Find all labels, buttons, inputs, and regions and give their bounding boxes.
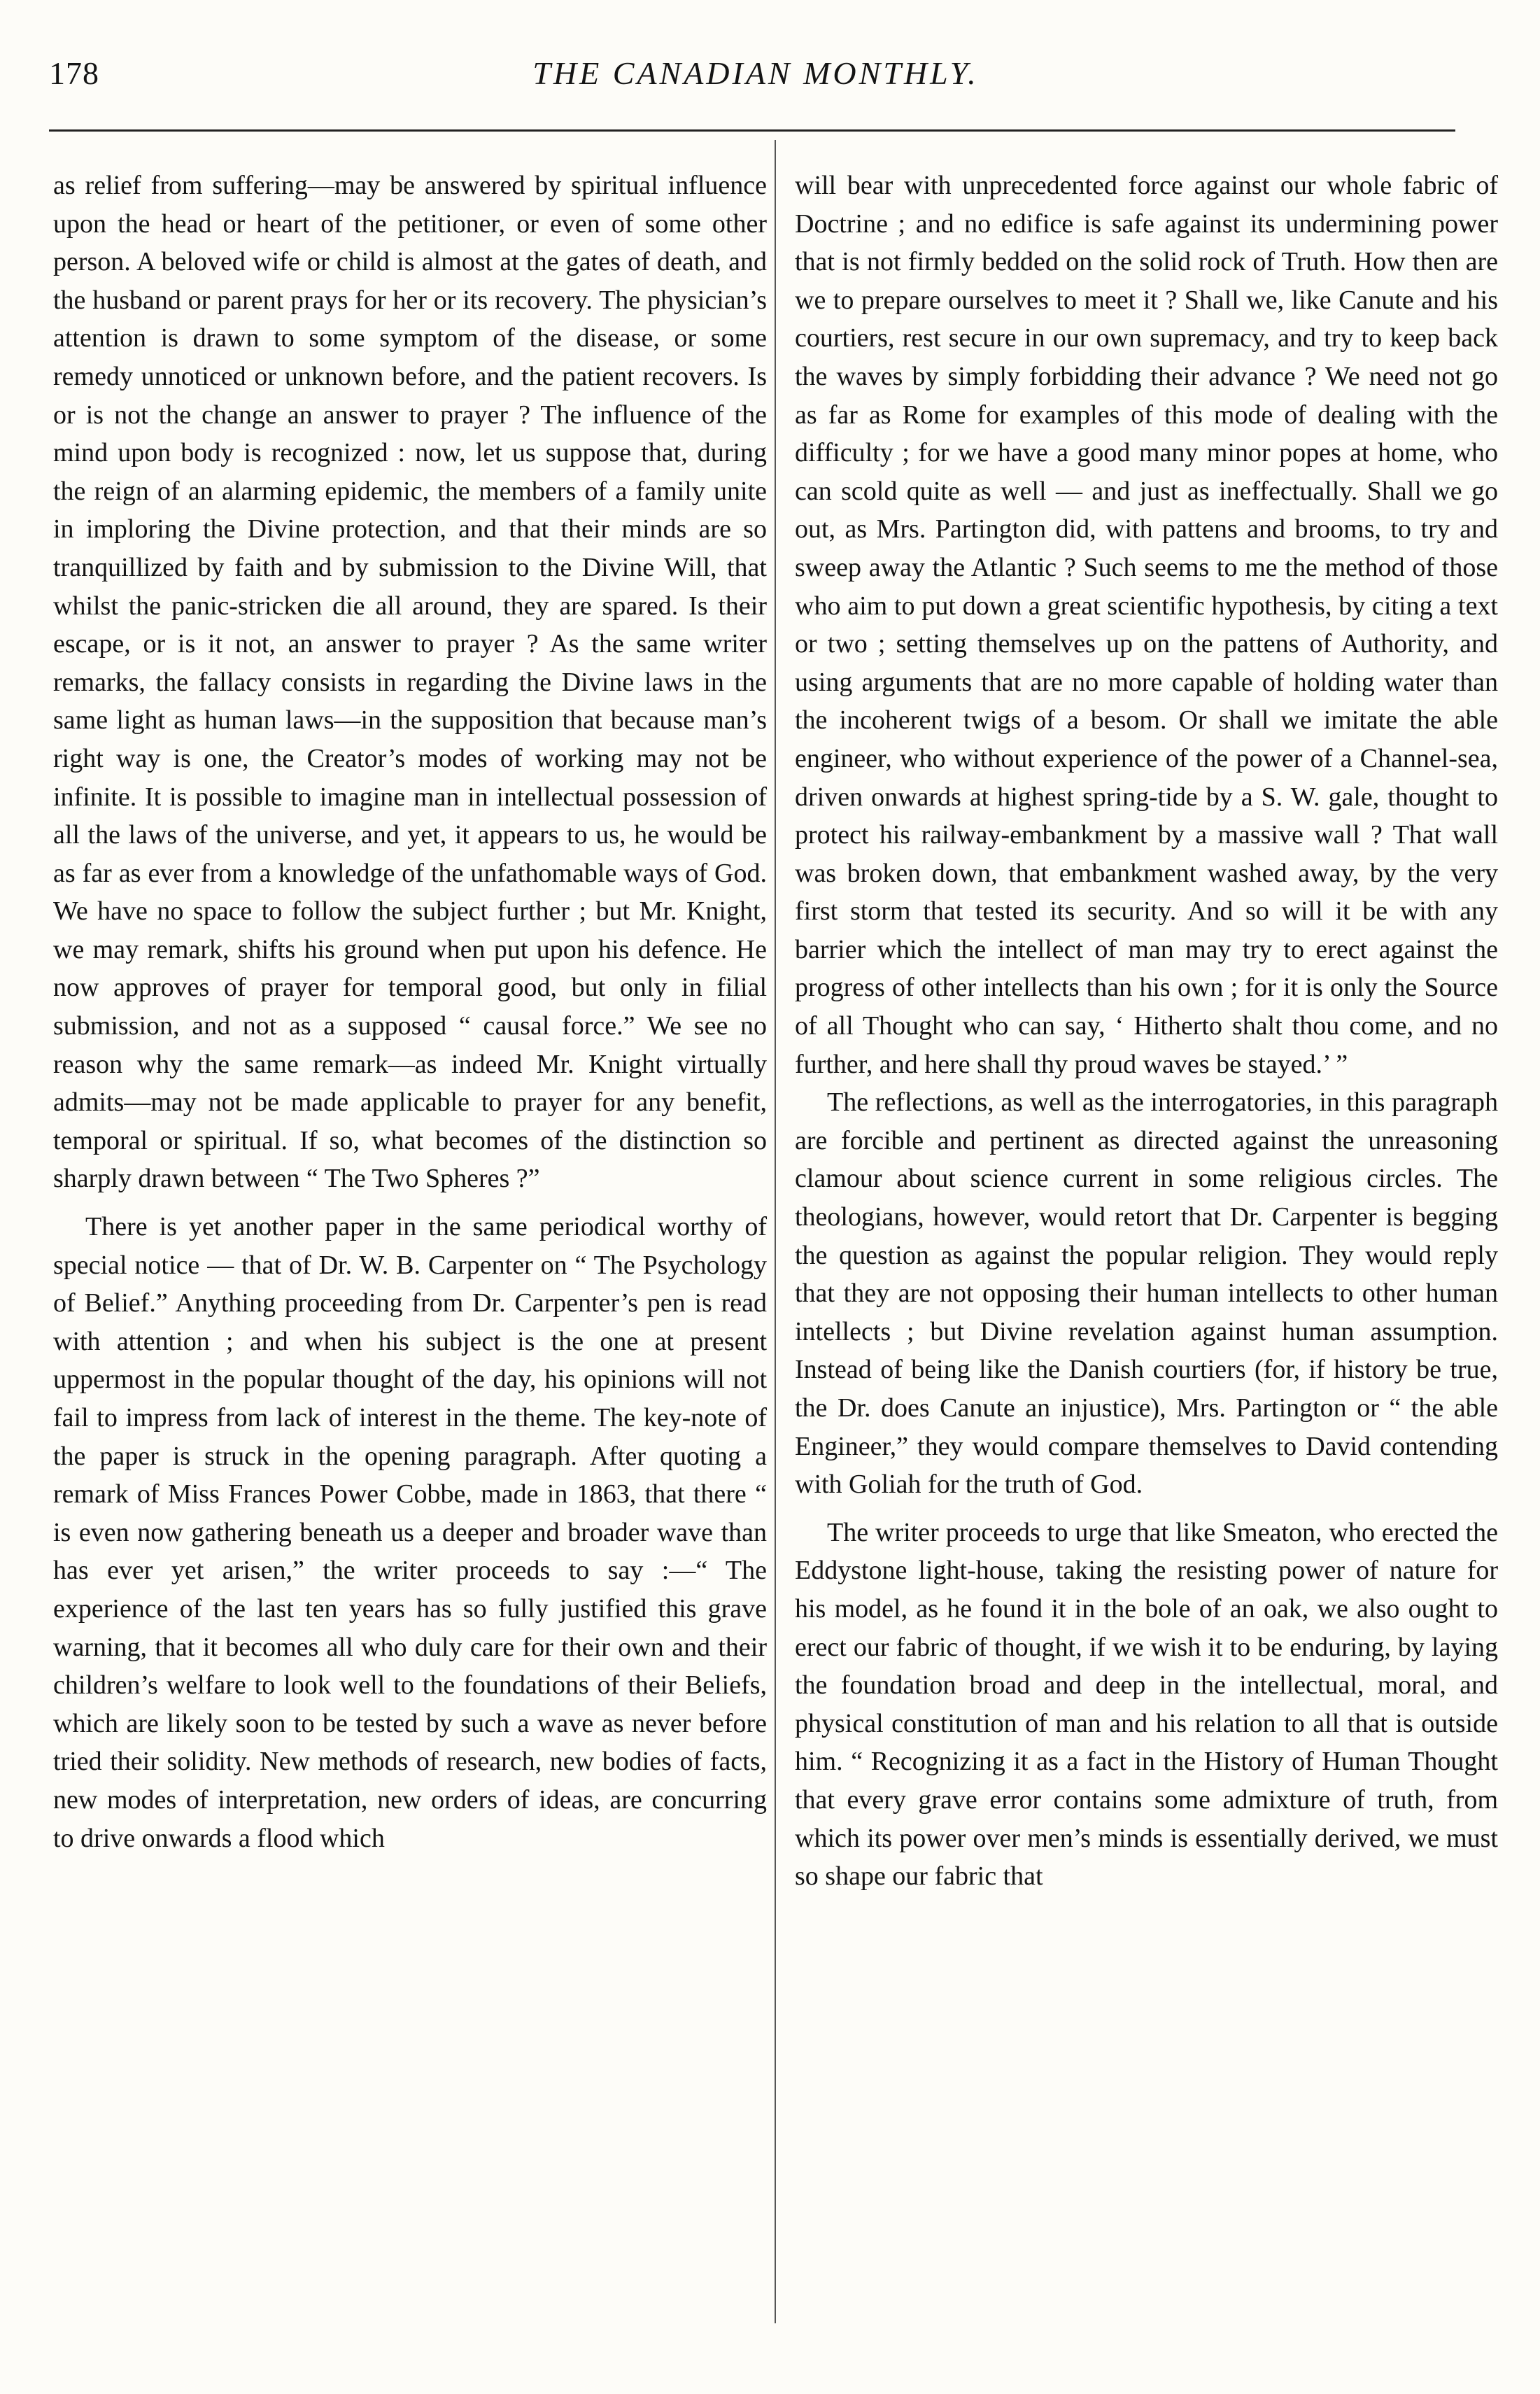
header-rule — [49, 129, 1455, 132]
paragraph: will bear with unprecedented force against our whole fabric of Doctrine ; and no edifice is safe against its undermining power that is not firmly bedded on the solid rock of Truth. How then are we to prepare ourselves to meet it ? Shall we, like Canute and his courtiers, rest secure in our own supremacy, and try to keep back the waves by simply forbidding their advance ? We need not go as far as Rome for examples of this mode of dealing with the difficulty ; for we have a good many minor popes at home, who can scold quite as well — and just as ineffectually. Shall we go out, as Mrs. Partington did, with pattens and brooms, to try and sweep away the Atlantic ? Such seems to me the method of those who aim to put down a great scientific hypothesis, by citing a text or two ; setting themselves up on the pattens of Authority, and using arguments that are no more capable of holding water than the incoherent twigs of a besom. Or shall we imitate the able engineer, who without experience of the power of a Channel-sea, driven onwards at highest spring-tide by a S. W. gale, thought to protect his railway-embankment by a massive wall ? That wall was broken down, that embankment washed away, by the very first storm that tested its security. And so will it be with any barrier which the intellect of man may try to erect against the progress of other intellects than his own ; for it is only the Source of all Thought who can say, ‘ Hitherto shalt thou come, and no further, and here shall thy proud waves be stayed.’ ” — [795, 171, 1498, 1079]
paragraph: The writer proceeds to urge that like Smeaton, who erected the Eddystone light-house, taking the resisting power of nature for his model, as he found it in the bole of an oak, we also ought to erect our fabric of thought, if we wish it to be enduring, by laying the foundation broad and deep in the intellectual, moral, and physical constitution of man and his relation to all that is outside him. “ Recognizing it as a fact in the History of Human Thought that every grave error contains some admixture of truth, from which its power over men’s minds is essentially derived, we must so shape our fabric that — [795, 1517, 1498, 1892]
running-title: THE CANADIAN MONTHLY. — [532, 55, 979, 91]
column-divider — [775, 140, 776, 2323]
paragraph: There is yet another paper in the same periodical worthy of special notice — that of Dr. W. B. Carpenter on “ The Psychology of Belief.” Anything proceeding from Dr. Carpenter’s pen is read with attention ; and when his subject is the one at present uppermost in the popular thought of the day, his opinions will not fail to impress from lack of interest in the theme. The key-note of the paper is struck in the opening paragraph. After quoting a remark of Miss Frances Power Cobbe, made in 1863, that there “ is even now gathering beneath us a deeper and broader wave than has ever yet arisen,” the writer proceeds to say :—“ The experience of the last ten years has so fully justified this grave warning, that it becomes all who duly care for their own and their children’s welfare to look well to the foundations of their Beliefs, which are likely soon to be tested by such a wave as never before tried their solidity. New methods of research, new bodies of facts, new modes of interpretation, new orders of ideas, are concurring to drive onwards a flood which — [53, 1212, 767, 1853]
paragraph: The reflections, as well as the interrogatories, in this paragraph are forcible and pertinent as directed against the unreasoning clamour about science current in some religious circles. The theologians, however, would retort that Dr. Carpenter is begging the question as against the popular religion. They would reply that they are not opposing their human intellects to other human intellects ; but Divine revelation against human assumption. Instead of being like the Danish courtiers (for, if history be true, the Dr. does Canute an injustice), Mrs. Partington or “ the able Engineer,” they would compare themselves to David contending with Goliah for the truth of God. — [795, 1087, 1498, 1500]
paragraph: as relief from suffering—may be answered by spiritual influence upon the head or heart of the petitioner, or even of some other person. A beloved wife or child is almost at the gates of death, and the husband or parent prays for her or its recovery. The physician’s attention is drawn to some symptom of the disease, or some remedy unnoticed or unknown before, and the patient recovers. Is or is not the change an answer to prayer ? The influence of the mind upon body is recognized : now, let us suppose that, during the reign of an alarming epidemic, the members of a family unite in imploring the Divine protection, and that their minds are so tranquillized by faith and by submission to the Divine Will, that whilst the panic-stricken die all around, they are spared. Is their escape, or is it not, an answer to prayer ? As the same writer remarks, the fallacy consists in regarding the Divine laws in the same light as human laws—in the supposition that because man’s right way is one, the Creator’s modes of working may not be infinite. It is possible to imagine man in intellectual possession of all the laws of the universe, and yet, it appears to us, he would be as far as ever from a knowledge of the unfathomable ways of God. We have no space to follow the subject further ; but Mr. Knight, we may remark, shifts his ground when put upon his defence. He now approves of prayer for temporal good, but only in filial submission, and not as a supposed “ causal force.” We see no reason why the same remark—as indeed Mr. Knight virtually admits—may not be made applicable to prayer for any benefit, temporal or spiritual. If so, what becomes of the distinction so sharply drawn between “ The Two Spheres ?” — [53, 171, 767, 1194]
page-header — [49, 55, 1462, 111]
left-column — [53, 167, 767, 1857]
right-column — [795, 167, 1498, 1896]
page-number: 178 — [49, 55, 99, 91]
